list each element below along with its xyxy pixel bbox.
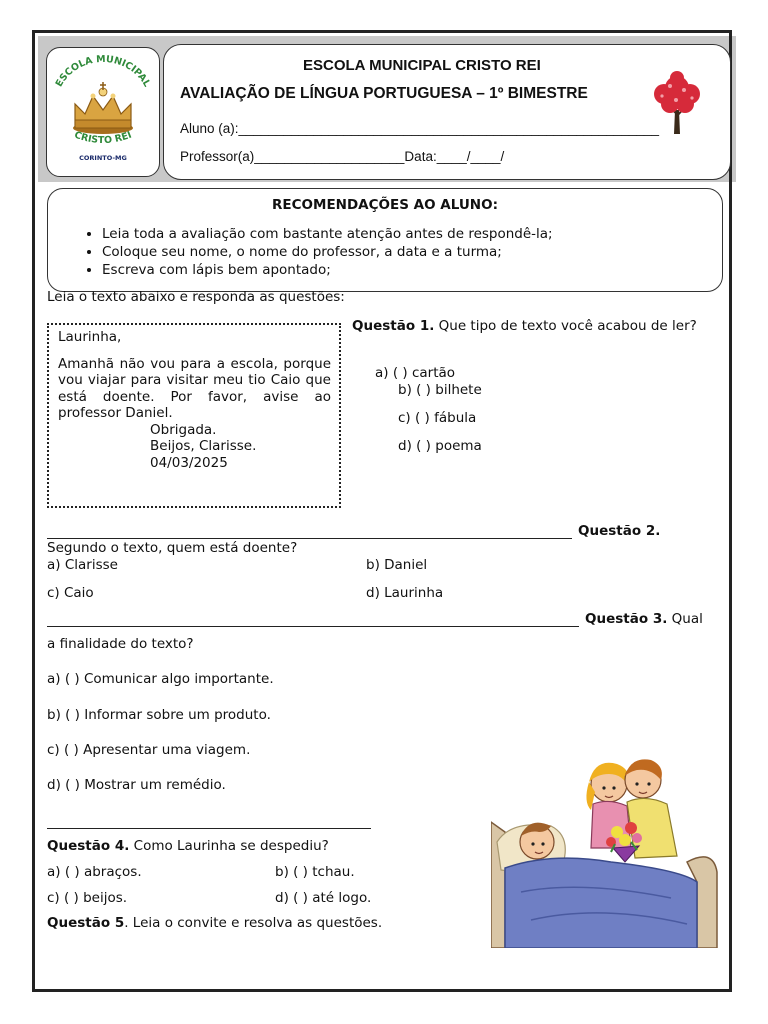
q1-option-a[interactable]: a) ( ) cartão [375,365,456,381]
q3-option-a[interactable]: a) ( ) Comunicar algo importante. [47,671,274,687]
q1-option-b[interactable]: b) ( ) bilhete [398,382,482,398]
sick-child-illustration [491,752,719,948]
q4-option-c[interactable]: c) ( ) beijos. [47,890,128,906]
exam-title: AVALIAÇÃO DE LÍNGUA PORTUGUESA – 1º BIMESTRE [180,85,588,102]
q1-option-d[interactable]: d) ( ) poema [398,438,482,454]
recommendations-box [47,188,723,292]
letter-greeting: Laurinha, [58,329,122,345]
letter-signature: Beijos, Clarisse. [150,438,257,454]
q1-option-c[interactable]: c) ( ) fábula [398,410,477,426]
question-3-text: a finalidade do texto? [47,636,194,652]
logo-ring-text-top: ESCOLA MUNICIPAL [53,53,153,89]
question-5-label: Questão 5 [47,915,125,931]
question-1-label: Questão 1. [352,318,435,334]
q4-option-b[interactable]: b) ( ) tchau. [275,864,355,880]
school-logo [46,47,160,177]
question-4-text: Como Laurinha se despediu? [133,838,329,854]
question-1 [352,317,724,335]
q3-option-c[interactable]: c) ( ) Apresentar uma viagem. [47,742,251,758]
question-5 [47,914,382,932]
question-3-text-inline: Qual [671,611,703,627]
letter-body: Amanhã não vou para a escola, porque vou viajar para visitar meu tio Caio que está doente. Por favor, avise ao professor Daniel. [58,355,331,421]
question-5-text: . Leia o convite e resolva as questões. [124,915,383,931]
recommendation-item: • Coloque seu nome, o nome do professor, a data e a turma; [102,243,553,261]
teacher-date-field[interactable]: Professor(a)____________________Data:____/____/ [180,149,505,164]
question-4 [47,837,329,855]
q2-option-d[interactable]: d) Laurinha [366,585,444,601]
q2-option-b[interactable]: b) Daniel [366,557,428,573]
reading-instruction: Leia o texto abaixo e responda as questões: [47,289,345,305]
crown-emblem-icon [47,48,159,176]
q3-option-b[interactable]: b) ( ) Informar sobre um produto. [47,707,271,723]
recommendation-item: • Leia toda a avaliação com bastante atenção antes de respondê-la; [102,225,553,243]
q2-option-c[interactable]: c) Caio [47,585,94,601]
q2-option-a[interactable]: a) Clarisse [47,557,118,573]
question-2-text: Segundo o texto, quem está doente? [47,540,298,556]
letter-date: 04/03/2025 [150,454,228,471]
recommendation-item: • Escreva com lápis bem apontado; [102,261,553,279]
question-4-label: Questão 4. [47,838,130,854]
answer-line [47,626,579,627]
letter-text-box [47,323,341,508]
question-1-text: Que tipo de texto você acabou de ler? [438,318,697,334]
school-name: ESCOLA MUNICIPAL CRISTO REI [303,57,541,74]
q4-option-a[interactable]: a) ( ) abraços. [47,864,142,880]
recommendations-title: RECOMENDAÇÕES AO ALUNO: [272,197,498,213]
tree-icon [652,70,702,136]
letter-closing: Obrigada. [150,421,217,438]
question-3-label: Questão 3. [585,611,668,627]
question-2-label: Questão 2. [578,523,661,539]
q4-option-d[interactable]: d) ( ) até logo. [275,890,372,906]
recommendations-list [76,225,553,279]
question-3-heading [585,610,703,628]
student-name-field[interactable]: Aluno (a):________________________________________________________ [180,121,659,136]
q3-option-d[interactable]: d) ( ) Mostrar um remédio. [47,777,226,793]
logo-city: CORINTO-MG [79,154,127,162]
answer-line [47,828,371,829]
logo-ring-text-bottom: CRISTO REI [72,129,134,147]
